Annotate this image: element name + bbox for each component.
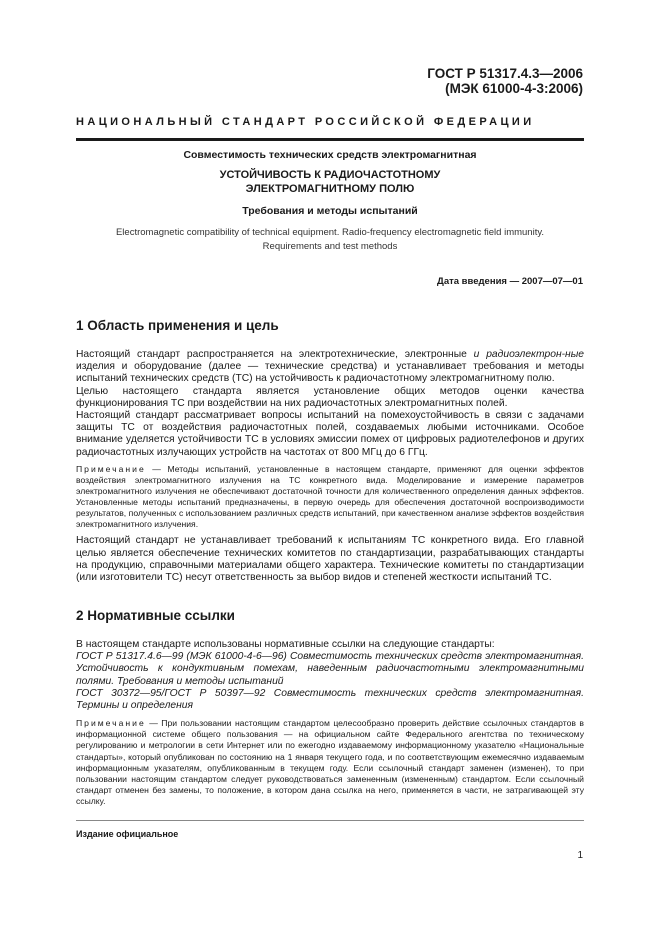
national-standard-banner: НАЦИОНАЛЬНЫЙ СТАНДАРТ РОССИЙСКОЙ ФЕДЕРАЦИИ [76, 116, 535, 128]
title-english [76, 226, 584, 253]
footer-rule [76, 820, 584, 821]
section2-reference2 [76, 688, 584, 712]
section2-heading: 2 Нормативные ссылки [76, 608, 235, 623]
section2-body [76, 639, 584, 807]
section1-paragraph1 [76, 349, 584, 386]
standard-code-iec: (МЭК 61000-4-3:2006) [445, 81, 583, 96]
p1-part-b: и радиоэлектрон-ные [473, 349, 585, 360]
standard-code [427, 66, 583, 96]
section1-note [76, 464, 584, 531]
section1-paragraph4: Настоящий стандарт не устанавливает требований к испытаниям ТС конкретного вида. Его главной целью является обеспечение технических комитетов по стандартизации, разрабатывающих стандарты на продукцию, справочными материалами общего характера. Технические комитеты по стандартизации (или изготовители ТС) несут ответственность за выбор видов и степеней жесткости испытаний ТС. [76, 535, 584, 583]
header-rule [76, 138, 584, 141]
title-subtitle: Требования и методы испытаний [242, 205, 418, 217]
section2-note [76, 718, 584, 807]
section1-paragraph3: Настоящий стандарт рассматривает вопросы испытаний на помехоустойчивость в связи с задачами защиты ТС от воздействия радиочастотных полей, создаваемых любыми источниками. Особое внимание уделяется устойчивости ТС в условиях эмиссии помех от цифровых радиотелефонов и других радиочастотных излучающих устройств на частотах от 800 МГц до 6 ГГц. [76, 410, 584, 458]
reference2-text: ГОСТ 30372—95/ГОСТ Р 50397—92 Совместимость технических средств электромагнитная. Термины и определения [76, 687, 584, 712]
title-main-line2: ЭЛЕКТРОМАГНИТНОМУ ПОЛЮ [245, 183, 415, 195]
standard-code-gost: ГОСТ Р 51317.4.3—2006 [427, 66, 583, 81]
note1-text: — Методы испытаний, установленные в настоящем стандарте, применяют для оценки эффектов воздействия электромагнитного излучения на ТС конкретного вида. Моделирование и измерение параметров электромагнитного излучения не обеспечивают достаточной точности для количественного определения данных эффектов. Установленные методы испытаний предназначены, в первую очередь для обеспечения достаточной воспроизводимости результатов, полученных с использованием различных средств испытаний, при качественном анализе эффектов воздействия электромагнитного излучения. [76, 463, 584, 530]
title-english-line2: Requirements and test methods [262, 240, 398, 252]
section2-paragraph1: В настоящем стандарте использованы нормативные ссылки на следующие стандарты: [76, 639, 495, 650]
section2-reference1 [76, 651, 584, 688]
title-main-line1: УСТОЙЧИВОСТЬ К РАДИОЧАСТОТНОМУ [219, 169, 441, 181]
section1-paragraph2: Целью настоящего стандарта является установление общих методов оценки качества функционирования ТС при воздействии на них радиочастотных электромагнитных полей. [76, 385, 584, 409]
note1-label: Примечание [76, 463, 146, 474]
p1-part-c: изделия и оборудование (далее — технические средства) и устанавливает требования и методы испытаний технических средств (ТС) на устойчивость к радиочастотному электромагнитному полю. [76, 361, 584, 385]
p1-part-a: Настоящий стандарт распространяется на электротехнические, электронные [76, 349, 474, 360]
page-number: 1 [577, 850, 583, 861]
note2-label: Примечание [76, 718, 146, 729]
title-main [76, 168, 584, 196]
note2-text: — При пользовании настоящим стандартом целесообразно проверить действие ссылочных стандартов в информационной системе общего пользования — на официальном сайте Федерального агентства по техническому регулированию и метрологии в сети Интернет или по ежегодно издаваемому информационному указателю «Национальные стандарты», который опубликован по состоянию на 1 января текущего года, и по соответствующим ежемесячно издаваемым информационным указателям, опубликованным в текущем году. Если ссылочный стандарт заменен (изменен), то при пользовании настоящим стандартом следует руководствоваться замененным (измененным) стандартом. Если ссылочный стандарт отменен без замены, то положение, в котором дана ссылка на него, применяется в части, не затрагивающей эту ссылку. [76, 718, 584, 806]
title-english-line1: Electromagnetic compatibility of technical equipment. Radio-frequency electromagnetic field immunity. [115, 227, 545, 238]
section1-heading: 1 Область применения и цель [76, 318, 279, 333]
introduction-date: Дата введения — 2007—07—01 [437, 276, 583, 287]
edition-label: Издание официальное [76, 829, 179, 839]
reference1-text: ГОСТ Р 51317.4.6—99 (МЭК 61000-4-6—96) Совместимость технических средств электромагнитная. Устойчивость к кондуктивным помехам, наведенным радиочастотными электромагнитными полями. Требования и методы испытаний [76, 651, 584, 687]
title-line1: Совместимость технических средств электромагнитная [183, 149, 477, 161]
section1-body [76, 349, 584, 584]
